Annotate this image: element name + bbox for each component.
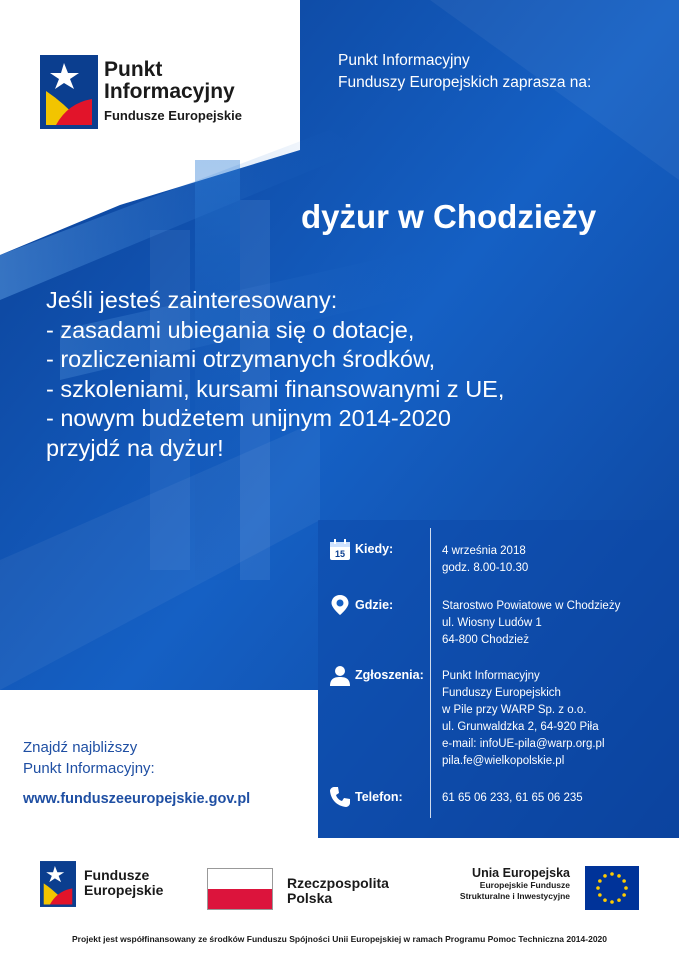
headline: dyżur w Chodzieży [301,198,597,235]
main-line: przyjdź na dyżur! [46,434,224,461]
when-label: Kiedy: [355,542,394,556]
person-icon [329,665,351,687]
fundusze-europejskie-logo [40,860,180,916]
eu-star [610,872,614,876]
eu-flag-icon [585,866,639,910]
logo-subtitle: Fundusze Europejskie [104,108,242,123]
main-line: - szkoleniami, kursami finansowanymi z UE, [46,375,505,402]
eu-star [622,893,626,897]
intro-text: Punkt Informacyjny Funduszy Europejskich zaprasza na: [338,52,592,91]
when-value: 4 września 2018 godz. 8.00-10.30 [442,545,529,574]
rp-logo-text: Rzeczpospolita Polska [287,875,389,906]
fe-flag-icon [40,860,76,908]
fe-logo-text: Fundusze Europejskie [84,867,164,898]
eu-star [622,879,626,883]
eu-star [617,898,621,902]
footer [0,838,679,960]
main-line: - rozliczeniami otrzymanych środków, [46,346,436,373]
eu-star [596,886,600,890]
main-line: - nowym budżetem unijnym 2014-2020 [46,405,451,432]
calendar-icon [329,539,351,561]
main-line: - zasadami ubiegania się o dotacje, [46,316,415,343]
registration-label: Zgłoszenia: [355,668,424,682]
phone-value: 61 65 06 233, 61 65 06 235 [442,792,583,804]
main-line: Jeśli jesteś zainteresowany: [46,287,338,313]
logo-title: Punkt Informacyjny [104,58,235,103]
eu-star [603,898,607,902]
eu-star [617,874,621,878]
funding-note: Projekt jest współfinansowany ze środków Funduszu Spójności Unii Europejskiej w ramach Programu Pomoc Techniczna 2014-2020 [71,934,607,944]
calendar-day: 15 [334,549,346,559]
main-text [46,286,504,464]
location-pin-icon [329,594,351,616]
eu-star [624,886,628,890]
info-divider [430,528,431,818]
punkt-informacyjny-logo [40,55,270,135]
registration-value: Punkt Informacyjny Funduszy Europejskich w Pile przy WARP Sp. z o.o. ul. Grunwaldzka 2, 64-920 Piła e-mail: infoUE-pila@warp.org.pl pila.fe@wielkopolskie.pl [442,670,605,767]
fe-flag-icon [40,55,98,129]
eu-star [598,879,602,883]
eu-star [610,900,614,904]
where-label: Gdzie: [355,598,394,612]
phone-label: Telefon: [355,790,403,804]
find-text: Znajdź najbliższy Punkt Informacyjny: [23,739,155,777]
eu-star [598,893,602,897]
where-value: Starostwo Powiatowe w Chodzieży ul. Wiosny Ludów 1 64-800 Chodzież [442,600,621,646]
website-link[interactable]: www.funduszeeuropejskie.gov.pl [23,791,251,807]
eu-logo-text: Unia Europejska Europejskie Fundusze Strukturalne i Inwestycyjne [459,866,570,901]
eu-star [603,874,607,878]
polish-flag-icon [207,868,273,910]
phone-icon [329,786,351,808]
